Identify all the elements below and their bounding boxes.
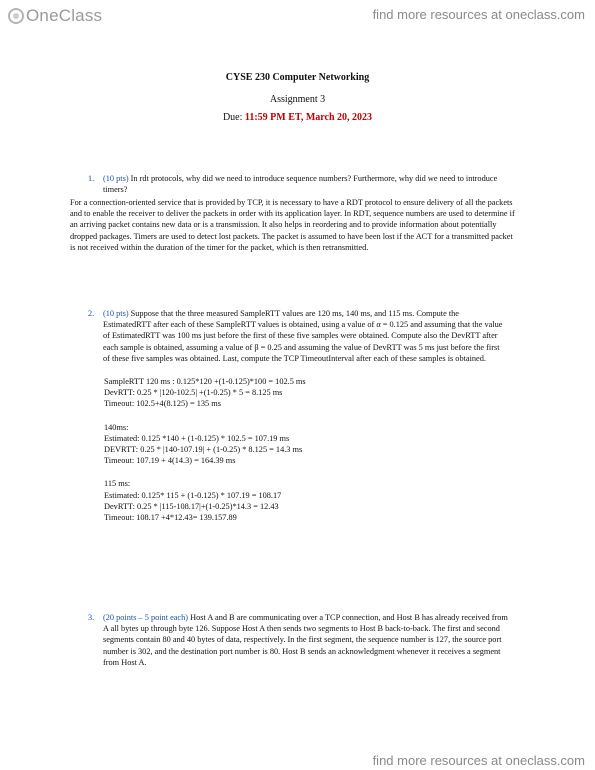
logo-text: OneClass (26, 6, 103, 25)
question-2 (88, 308, 508, 364)
answer-line: Estimated: 0.125 *140 + (1-0.125) * 102.5 = 107.19 ms (104, 433, 290, 443)
question-1 (88, 173, 508, 195)
answer-1: For a connection-oriented service that is provided by TCP, it is necessary to have a RDT protocol to ensure delivery of all the packets and to enable the receiver to deliver the packets in order with its application layer. In RDT, sequence numbers are used to determine if an arriving packet contains new data or is a transmission. It also helps in reordering and to provide information about potentially dropped packages. Timers are used to detect lost packets. The packet is assumed to have been lost if the ACT for a transmitted packet is not received within the duration of the timer for the packet, which is then retransmitted. (70, 198, 515, 252)
question-points: (20 points – 5 point each) (103, 613, 189, 622)
course-title: CYSE 230 Computer Networking (225, 72, 370, 83)
due-date: 11:59 PM ET, March 20, 2023 (244, 112, 373, 123)
assignment-title: Assignment 3 (269, 94, 326, 105)
question-number: 3. (88, 613, 95, 622)
answer-line: Timeout: 108.17 +4*12.43= 139.157.89 (104, 513, 237, 523)
answer-line: Estimated: 0.125* 115 + (1-0.125) * 107.19 = 108.17 (104, 490, 282, 500)
question-3 (88, 612, 508, 668)
answer-line: 140ms: (104, 422, 129, 432)
find-more-link[interactable]: find more resources at oneclass.com (372, 7, 585, 22)
answer-line: DevRTT: 0.25 * |115-108.17|+(1-0.25)*14.3 = 12.43 (104, 501, 279, 511)
logo-circle-icon (8, 8, 24, 24)
oneclass-logo[interactable] (8, 6, 102, 26)
answer-line: DevRTT: 0.25 * |120-102.5| +(1-0.25) * 5 = 8.125 ms (104, 388, 283, 398)
question-points: (10 pts) (103, 174, 129, 183)
question-number: 2. (88, 309, 95, 318)
question-text: In rdt protocols, why did we need to introduce sequence numbers? Furthermore, why did we need to introduce timers? (103, 174, 498, 195)
answer-2 (104, 376, 524, 523)
answer-line: SampleRTT 120 ms : 0.125*120 +(1-0.125)*100 = 102.5 ms (104, 377, 306, 386)
question-text: Host A and B are communicating over a TCP connection, and Host B has already received from A all bytes up through byte 126. Suppose Host A then sends two segments to Host B back-to-back. The first and second segments contain 80 and 40 bytes of data, respectively. In the first segment, the sequence number is 127, the source port number is 302, and the destination port number is 80. Host B sends an acknowledgment whenever it receives a segment from Host A. (103, 613, 508, 667)
answer-line: Timeout: 107.19 + 4(14.3) = 164.39 ms (104, 456, 236, 466)
answer-line: DEVRTT: 0.25 * |140-107.19| + (1-0.25) * 8.125 = 14.3 ms (104, 445, 303, 455)
due-line (0, 112, 595, 123)
question-text: Suppose that the three measured SampleRTT values are 120 ms, 140 ms, and 115 ms. Compute the EstimatedRTT after each of these SampleRTT values is obtained, using a value of α = 0.125 and assuming that the value of EstimatedRTT was 100 ms just before the first of these five samples were obtained. Compute also the DevRTT after each sample is obtained, assuming a value of β = 0.25 and assuming the value of DevRTT was 5 ms just before the first of these five samples was obtained. Last, compute the TCP TimeoutInterval after each of these samples is obtained. (103, 309, 503, 363)
due-label: Due: (222, 112, 243, 123)
answer-line: 115 ms: (104, 479, 131, 489)
top-banner (0, 0, 595, 32)
document-page (0, 32, 595, 746)
find-more-link-footer[interactable]: find more resources at oneclass.com (372, 753, 585, 768)
bottom-banner (0, 746, 595, 770)
answer-line: Timeout: 102.5+4(8.125) = 135 ms (104, 399, 221, 409)
question-points: (10 pts) (103, 309, 129, 318)
question-number: 1. (88, 174, 95, 183)
